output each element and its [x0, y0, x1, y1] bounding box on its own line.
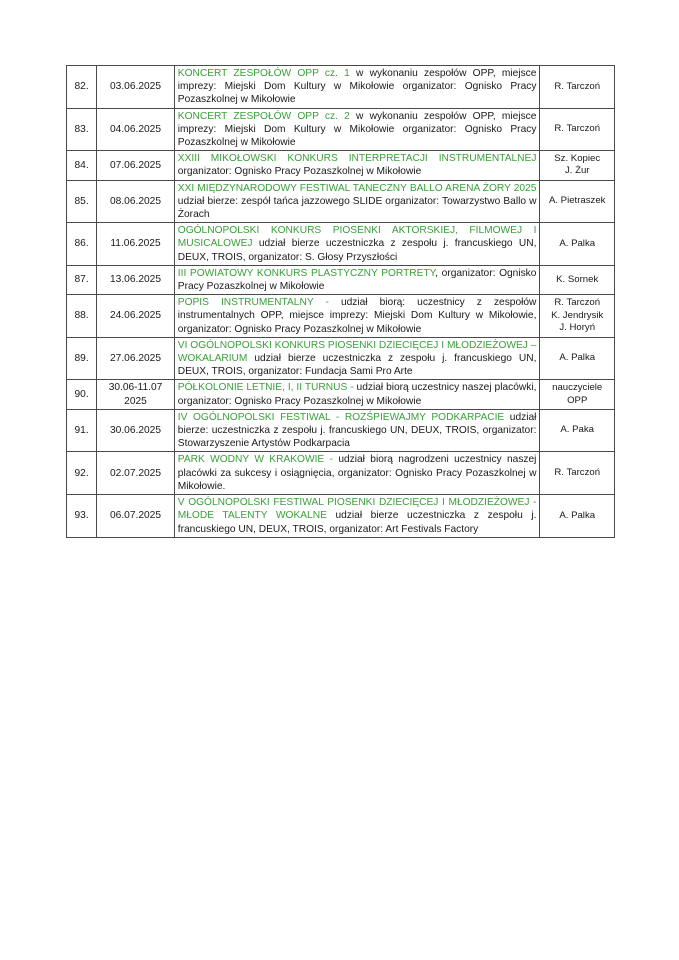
- responsible-person: R. Tarczoń: [554, 80, 601, 92]
- responsible-person: R. Tarczoń: [554, 297, 601, 309]
- event-details: organizator: Ognisko Pracy Pozaszkolnej w Mikołowie: [177, 166, 422, 178]
- event-title: KONCERT ZESPOŁÓW OPP cz. 2: [177, 110, 350, 122]
- row-responsible: [540, 295, 615, 338]
- row-responsible: [540, 495, 615, 538]
- event-title: OGÓLNOPOLSKI KONKURS PIOSENKI AKTORSKIEJ, FILMOWEJ I MUSICALOWEJ: [177, 225, 537, 250]
- event-details: udział bierze uczestniczka z zespołu j. francuskiego UN, DEUX, TROIS, organizator: S. Głosy Przyszłości: [177, 238, 537, 263]
- responsible-person: J. Horyń: [559, 322, 596, 334]
- table-row: [67, 180, 615, 223]
- event-title: XXIII MIKOŁOWSKI KONKURS INTERPRETACJI INSTRUMENTALNEJ: [177, 153, 537, 165]
- row-responsible: [540, 265, 615, 294]
- event-title: POPIS INSTRUMENTALNY -: [177, 297, 329, 309]
- row-date: 06.07.2025: [97, 495, 175, 538]
- row-responsible: [540, 223, 615, 266]
- event-title: PÓŁKOLONIE LETNIE, I, II TURNUS -: [177, 382, 354, 394]
- row-responsible: [540, 409, 615, 452]
- table-row: [67, 295, 615, 338]
- row-responsible: [540, 337, 615, 380]
- row-number: 82.: [67, 66, 97, 109]
- responsible-person: A. Palka: [559, 237, 596, 249]
- row-number: 84.: [67, 151, 97, 180]
- event-title: KONCERT ZESPOŁÓW OPP cz. 1: [177, 68, 350, 79]
- row-date: 13.06.2025: [97, 265, 175, 294]
- responsible-person: A. Palka: [559, 352, 596, 364]
- row-responsible: [540, 66, 615, 109]
- row-number: 92.: [67, 452, 97, 495]
- row-responsible: [540, 380, 615, 409]
- table-row: [67, 151, 615, 180]
- responsible-person: R. Tarczoń: [554, 466, 601, 478]
- row-number: 91.: [67, 409, 97, 452]
- event-details: udział biorą uczestnicy naszej placówki, organizator: Ognisko Pracy Pozaszkolnej w Mikołowie: [177, 382, 537, 407]
- row-responsible: [540, 108, 615, 151]
- row-description: [174, 66, 540, 109]
- row-number: 86.: [67, 223, 97, 266]
- responsible-person: A. Palka: [559, 509, 596, 521]
- row-date: 27.06.2025: [97, 337, 175, 380]
- table-row: [67, 108, 615, 151]
- row-responsible: [540, 452, 615, 495]
- row-description: [174, 495, 540, 538]
- event-details: udział biorą: uczestnicy z zespołów instrumentalnych OPP, miejsce imprezy: Miejski Dom Kultury w Mikołowie, organizator: Ognisko Pracy Pozaszkolnej w Mikołowie: [177, 297, 537, 335]
- row-date: 02.07.2025: [97, 452, 175, 495]
- event-title: VI OGÓLNOPOLSKI KONKURS PIOSENKI DZIECIĘCEJ I MŁODZIEŻOWEJ – WOKALARIUM: [177, 339, 537, 365]
- event-title: XXI MIĘDZYNARODOWY FESTIWAL TANECZNY BALLO ARENA ŻORY 2025: [177, 182, 537, 194]
- table-row: [67, 223, 615, 266]
- table-row: [67, 495, 615, 538]
- row-date: 30.06-11.07 2025: [97, 380, 175, 409]
- table-row: [67, 409, 615, 452]
- row-responsible: [540, 180, 615, 223]
- table-row: [67, 380, 615, 409]
- responsible-person: OPP: [567, 394, 588, 406]
- event-details: udział bierze: zespół tańca jazzowego SLIDE organizator: Towarzystwo Ballo w Żorach: [177, 195, 537, 221]
- row-description: [174, 108, 540, 151]
- row-responsible: [540, 151, 615, 180]
- row-description: [174, 223, 540, 266]
- event-title: III POWIATOWY KONKURS PLASTYCZNY PORTRETY: [177, 267, 436, 279]
- row-number: 88.: [67, 295, 97, 338]
- table-row: [67, 452, 615, 495]
- event-details: w wykonaniu zespołów OPP, miejsce imprezy: Miejski Dom Kultury w Mikołowie organizator: Ognisko Pracy Pozaszkolnej w Mikołowie: [177, 110, 537, 149]
- event-title: V OGÓLNOPOLSKI FESTIWAL PIOSENKI DZIECIĘCEJ I MŁODZIEŻOWEJ - MŁODE TALENTY WOKALNE: [177, 497, 537, 522]
- responsible-person: A. Paka: [560, 424, 595, 436]
- row-description: [174, 380, 540, 409]
- row-number: 89.: [67, 337, 97, 380]
- responsible-person: J. Żur: [564, 165, 590, 177]
- events-table: [66, 65, 615, 538]
- responsible-person: A. Pietraszek: [548, 195, 606, 207]
- row-number: 85.: [67, 180, 97, 223]
- row-description: [174, 337, 540, 380]
- event-details: udział bierze: uczestniczka z zespołu j. francuskiego UN, DEUX, TROIS, organizator: Stowarzyszenie Artystów Podkarpacia: [177, 411, 537, 450]
- responsible-person: K. Jendrysik: [551, 309, 604, 321]
- event-details: , organizator: Ognisko Pracy Pozaszkolnej w Mikołowie: [177, 267, 537, 293]
- row-date: 24.06.2025: [97, 295, 175, 338]
- responsible-person: K. Sornek: [556, 273, 599, 285]
- event-title: IV OGÓLNOPOLSKI FESTIWAL - ROZŚPIEWAJMY PODKARPACIE: [177, 411, 505, 423]
- row-description: [174, 180, 540, 223]
- row-date: 30.06.2025: [97, 409, 175, 452]
- row-date: 07.06.2025: [97, 151, 175, 180]
- row-description: [174, 409, 540, 452]
- event-details: udział bierze uczestniczka z zespołu j. francuskiego UN, DEUX, TROIS, organizator: Fundacja Sami Pro Arte: [177, 353, 537, 378]
- row-description: [174, 151, 540, 180]
- table-row: [67, 337, 615, 380]
- row-number: 83.: [67, 108, 97, 151]
- row-description: [174, 452, 540, 495]
- row-number: 87.: [67, 265, 97, 294]
- event-details: w wykonaniu zespołów OPP, miejsce imprezy: Miejski Dom Kultury w Mikołowie organizator: Ognisko Pracy Pozaszkolnej w Mikołowie: [177, 68, 537, 106]
- table-row: [67, 66, 615, 109]
- event-details: udział biorą nagrodzeni uczestnicy naszej placówki za sukcesy i osiągnięcia, organizator: Ognisko Pracy Pozaszkolnej w Mikołowie.: [177, 454, 537, 492]
- event-details: udział bierze uczestniczka z zespołu j. francuskiego UN, DEUX, TROIS, organizator: Art Festivals Factory: [177, 510, 537, 535]
- responsible-person: nauczyciele: [552, 382, 603, 394]
- row-date: 04.06.2025: [97, 108, 175, 151]
- responsible-person: Sz. Kopiec: [554, 152, 601, 164]
- row-date: 11.06.2025: [97, 223, 175, 266]
- row-description: [174, 295, 540, 338]
- row-description: [174, 265, 540, 294]
- table-row: [67, 265, 615, 294]
- responsible-person: R. Tarczoń: [554, 123, 601, 135]
- event-title: PARK WODNY W KRAKOWIE -: [177, 454, 333, 466]
- row-date: 08.06.2025: [97, 180, 175, 223]
- row-number: 90.: [67, 380, 97, 409]
- row-number: 93.: [67, 495, 97, 538]
- row-date: 03.06.2025: [97, 66, 175, 109]
